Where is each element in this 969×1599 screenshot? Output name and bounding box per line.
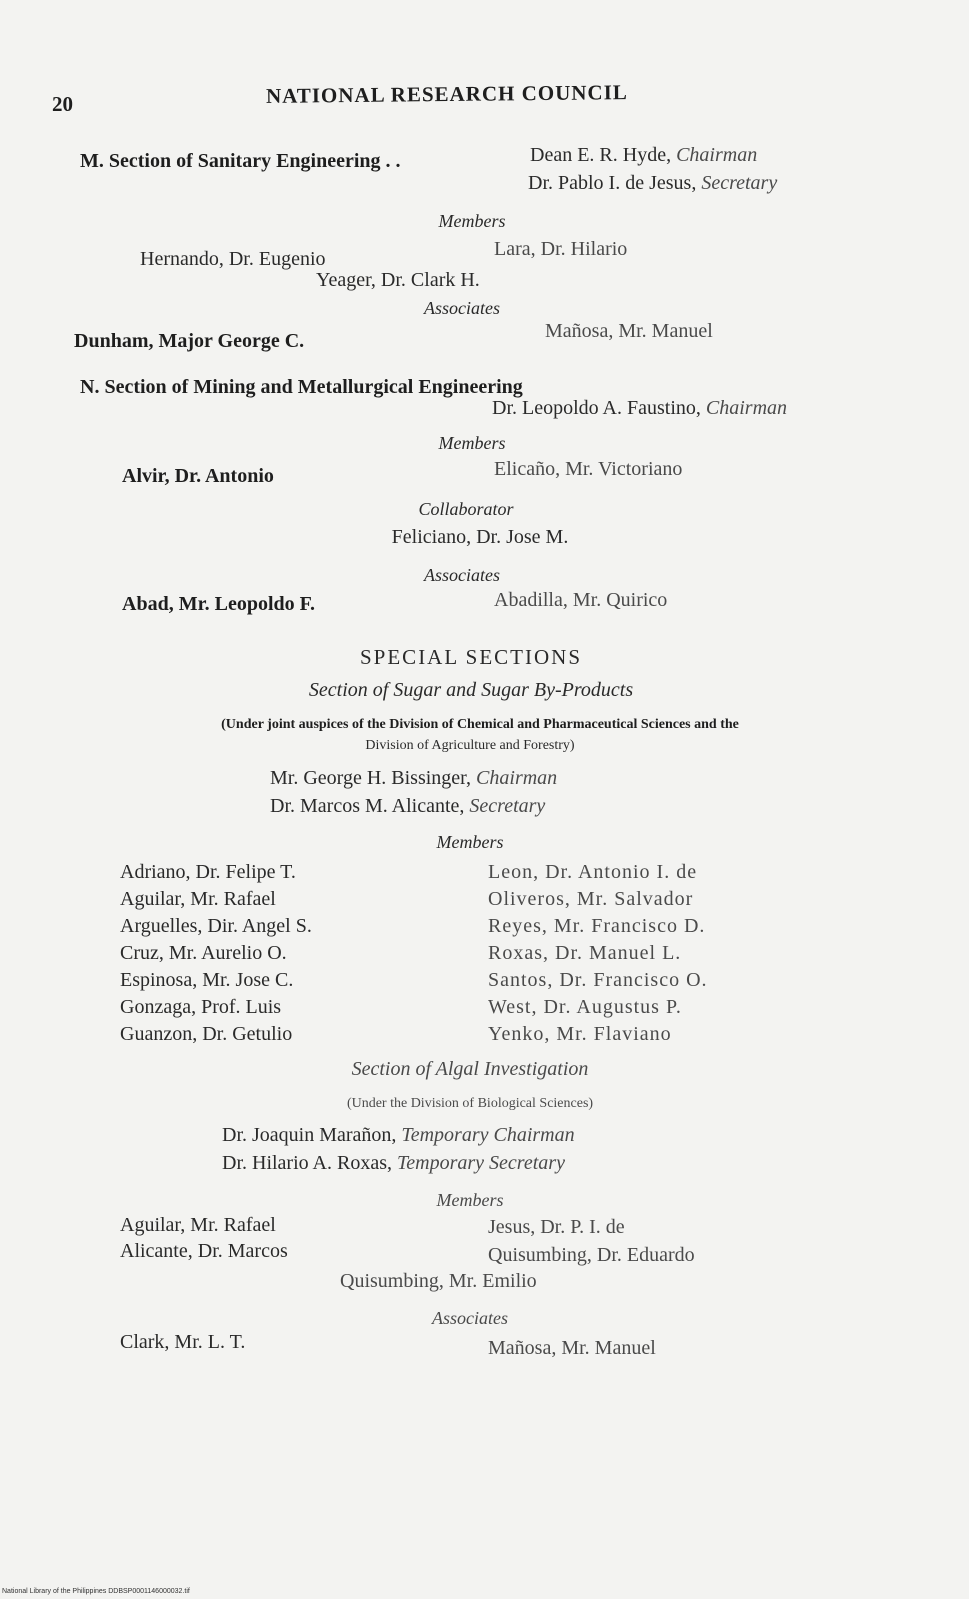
section-n-member: Elicaño, Mr. Victoriano <box>494 458 683 480</box>
chairman-role: Temporary Chairman <box>401 1124 575 1146</box>
section-m-secretary <box>528 172 777 195</box>
chairman-name: Dean E. R. Hyde, <box>530 144 672 166</box>
member-entry: Aguilar, Mr. Rafael <box>120 888 276 910</box>
chairman-role: Chairman <box>705 397 788 419</box>
member-entry: Yenko, Mr. Flaviano <box>488 1023 672 1045</box>
member-entry: Guanzon, Dr. Getulio <box>120 1023 293 1045</box>
member-entry: Reyes, Mr. Francisco D. <box>488 915 706 937</box>
sugar-section-note: (Under joint auspices of the Division of Chemical and Pharmaceutical Sciences and the <box>221 717 739 732</box>
algal-chairman <box>222 1124 575 1147</box>
chairman-role: Chairman <box>676 144 758 166</box>
section-m-associates-label: Associates <box>424 298 500 318</box>
member-entry: Espinosa, Mr. Jose C. <box>120 969 294 991</box>
algal-associate: Mañosa, Mr. Manuel <box>488 1337 656 1359</box>
member-entry: Roxas, Dr. Manuel L. <box>488 942 682 964</box>
section-n-collaborator-label: Collaborator <box>418 499 514 519</box>
sugar-secretary <box>270 795 545 818</box>
section-m-associate: Mañosa, Mr. Manuel <box>545 320 713 342</box>
sugar-section-title: Section of Sugar and Sugar By-Products <box>308 679 634 701</box>
secretary-role: Temporary Secretary <box>397 1152 565 1174</box>
secretary-role: Secretary <box>701 172 778 194</box>
scan-footer: National Library of the Philippines DDBSP0001146000032.tif <box>2 1588 190 1595</box>
chairman-name: Mr. George H. Bissinger, <box>270 767 472 789</box>
section-n-chairman <box>492 397 787 420</box>
secretary-name: Dr. Hilario A. Roxas, <box>222 1152 392 1174</box>
section-n-collaborator: Feliciano, Dr. Jose M. <box>391 526 569 548</box>
member-entry: Oliveros, Mr. Salvador <box>488 888 694 910</box>
section-n-heading <box>80 376 523 399</box>
member-entry: West, Dr. Augustus P. <box>488 996 682 1018</box>
section-m-members-label: Members <box>438 211 506 231</box>
section-m-member: Yeager, Dr. Clark H. <box>316 269 480 291</box>
section-n-associates-label: Associates <box>424 565 500 585</box>
sugar-chairman <box>270 767 557 790</box>
algal-secretary <box>222 1152 565 1175</box>
section-m-member: Hernando, Dr. Eugenio <box>140 248 326 270</box>
algal-section-title: Section of Algal Investigation <box>351 1058 589 1080</box>
secretary-name: Dr. Pablo I. de Jesus, <box>528 172 697 194</box>
algal-member: Jesus, Dr. P. I. de <box>488 1216 625 1238</box>
member-entry: Adriano, Dr. Felipe T. <box>120 861 296 883</box>
section-m-heading: M. Section of Sanitary Engineering . . <box>80 150 401 172</box>
section-m-chairman <box>530 144 757 167</box>
sugar-members-label: Members <box>436 832 504 852</box>
section-n-member: Alvir, Dr. Antonio <box>122 465 274 487</box>
sugar-members-right <box>488 859 708 1048</box>
section-m-associate: Dunham, Major George C. <box>74 330 305 352</box>
chairman-name: Dr. Leopoldo A. Faustino, <box>492 397 701 419</box>
chairman-role: Chairman <box>476 767 558 789</box>
member-entry: Leon, Dr. Antonio I. de <box>488 861 698 883</box>
secretary-name: Dr. Marcos M. Alicante, <box>270 795 465 817</box>
algal-associates-label: Associates <box>432 1308 508 1328</box>
page-number: 20 <box>52 92 73 116</box>
member-entry: Gonzaga, Prof. Luis <box>120 996 282 1018</box>
member-entry: Arguelles, Dir. Angel S. <box>120 915 312 937</box>
sugar-section-note: Division of Agriculture and Forestry) <box>365 738 575 753</box>
page-title: NATIONAL RESEARCH COUNCIL <box>265 80 628 108</box>
section-m-member: Lara, Dr. Hilario <box>494 238 628 260</box>
chairman-name: Dr. Joaquin Marañon, <box>222 1124 397 1146</box>
secretary-role: Secretary <box>469 795 546 817</box>
section-n-associate: Abad, Mr. Leopoldo F. <box>122 593 316 615</box>
special-sections-heading: SPECIAL SECTIONS <box>360 645 582 669</box>
algal-member: Quisumbing, Dr. Eduardo <box>488 1244 695 1266</box>
algal-member: Aguilar, Mr. Rafael <box>120 1214 276 1236</box>
algal-section-note: (Under the Division of Biological Sciences) <box>346 1096 594 1111</box>
algal-associate: Clark, Mr. L. T. <box>120 1331 246 1353</box>
algal-member: Alicante, Dr. Marcos <box>120 1240 288 1262</box>
algal-member: Quisumbing, Mr. Emilio <box>340 1270 537 1292</box>
section-n-heading-text: N. Section of Mining and Metallurgical Engineering <box>80 376 523 398</box>
section-n-associate: Abadilla, Mr. Quirico <box>494 589 668 611</box>
member-entry: Santos, Dr. Francisco O. <box>488 969 708 991</box>
section-n-members-label: Members <box>438 433 506 453</box>
algal-members-label: Members <box>436 1190 504 1210</box>
sugar-members-left <box>120 859 312 1048</box>
member-entry: Cruz, Mr. Aurelio O. <box>120 942 287 964</box>
